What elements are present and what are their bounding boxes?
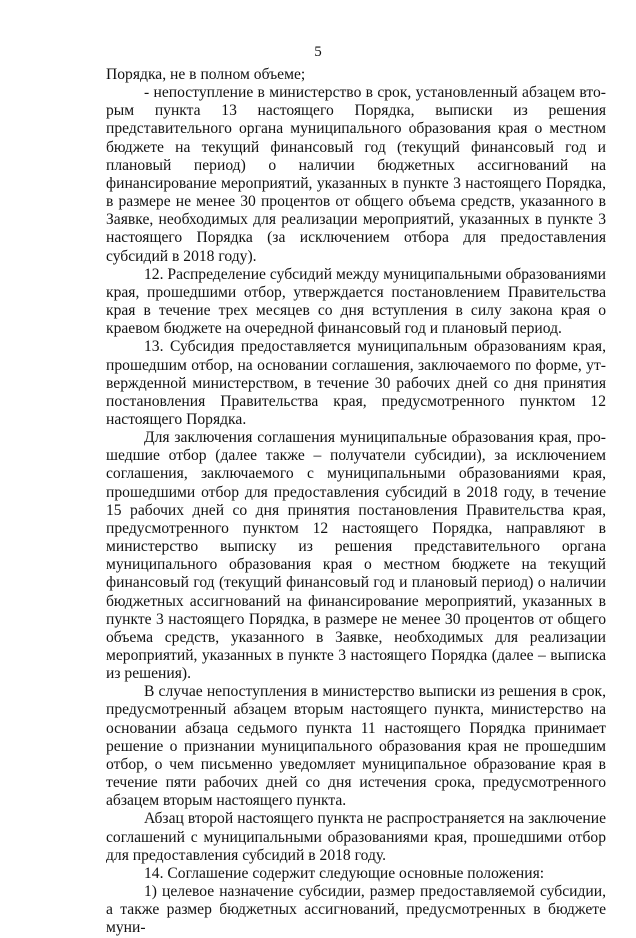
- paragraph-3: 12. Распределение субсидий между муниципальными образованиями края, прошедшими отбор, утверждается постановлением Правительства края в течение трех месяцев со дня вступления в силу закона края о краевом бюджете на очередной финансовый год и плановый период.: [106, 265, 606, 338]
- paragraph-2: - непоступление в министерство в срок, установленный абзацем вторым пункта 13 настоящего Порядка, выписки из решения представительного органа муниципального образования края о местном бюджете на текущий финансовый год (текущий финансовый год и плановый период) о наличии бюджетных ассигнований на финансирование мероприятий, указанных в пункте 3 настоящего Порядка, в размере не менее 30 процентов от общего объема средств, указанного в Заявке, необходимых для реализации мероприятий, указанных в пункте 3 настоящего Порядка (за исключением отбора для предоставления субсидий в 2018 году).: [106, 84, 606, 265]
- paragraph-4: 13. Субсидия предоставляется муниципальным образованиям края, прошедшим отбор, на основании соглашения, заключаемого по форме, утвержденной министерством, в течение 30 рабочих дней со дня принятия постановления Правительства края, предусмотренного пунктом 12 настоящего Порядка.: [106, 338, 606, 428]
- paragraph-8: 14. Соглашение содержит следующие основные положения:: [144, 864, 545, 882]
- page-number: 5: [314, 44, 322, 60]
- paragraph-7: Абзац второй настоящего пункта не распространяется на заключение соглашений с муниципальными образованиями края, прошедшими отбор для предоставления субсидий в 2018 году.: [106, 810, 606, 864]
- paragraph-6: В случае непоступления в министерство выписки из решения в срок, предусмотренный абзацем вторым настоящего пункта, министерство на основании абзаца седьмого пункта 11 настоящего Порядка принимает решение о признании муниципального образования края не прошедшим отбор, о чем письменно уведомляет муниципальное образование края в течение пяти рабочих дней со дня истечения срока, предусмотренного абзацем вторым настоящего пункта.: [106, 683, 606, 810]
- paragraph-5: Для заключения соглашения муниципальные образования края, прошедшие отбор (далее также – получатели субсидии), за исключением соглашения, заключаемого с муниципальными образованиями края, прошедшими отбор для предоставления субсидий в 2018 году, в течение 15 рабочих дней со дня принятия постановления Правительства края, предусмотренного пунктом 12 настоящего Порядка, направляют в министерство выписку из решения представительного органа муниципального образования края о местном бюджете на текущий финансовый год (текущий финансовый год и плановый период) о наличии бюджетных ассигнований на финансирование мероприятий, указанных в пункте 3 настоящего Порядка, в размере не менее 30 процентов от общего объема средств, указанного в Заявке, необходимых для реализации мероприятий, указанных в пункте 3 настоящего Порядка (далее – выписка из решения).: [106, 429, 606, 683]
- document-body: [106, 66, 606, 938]
- paragraph-1: Порядка, не в полном объеме;: [106, 66, 306, 83]
- paragraph-9: 1) целевое назначение субсидии, размер предоставляемой субсидии, а также размер бюджетных ассигнований, предусмотренных в бюджете муни-: [106, 883, 606, 937]
